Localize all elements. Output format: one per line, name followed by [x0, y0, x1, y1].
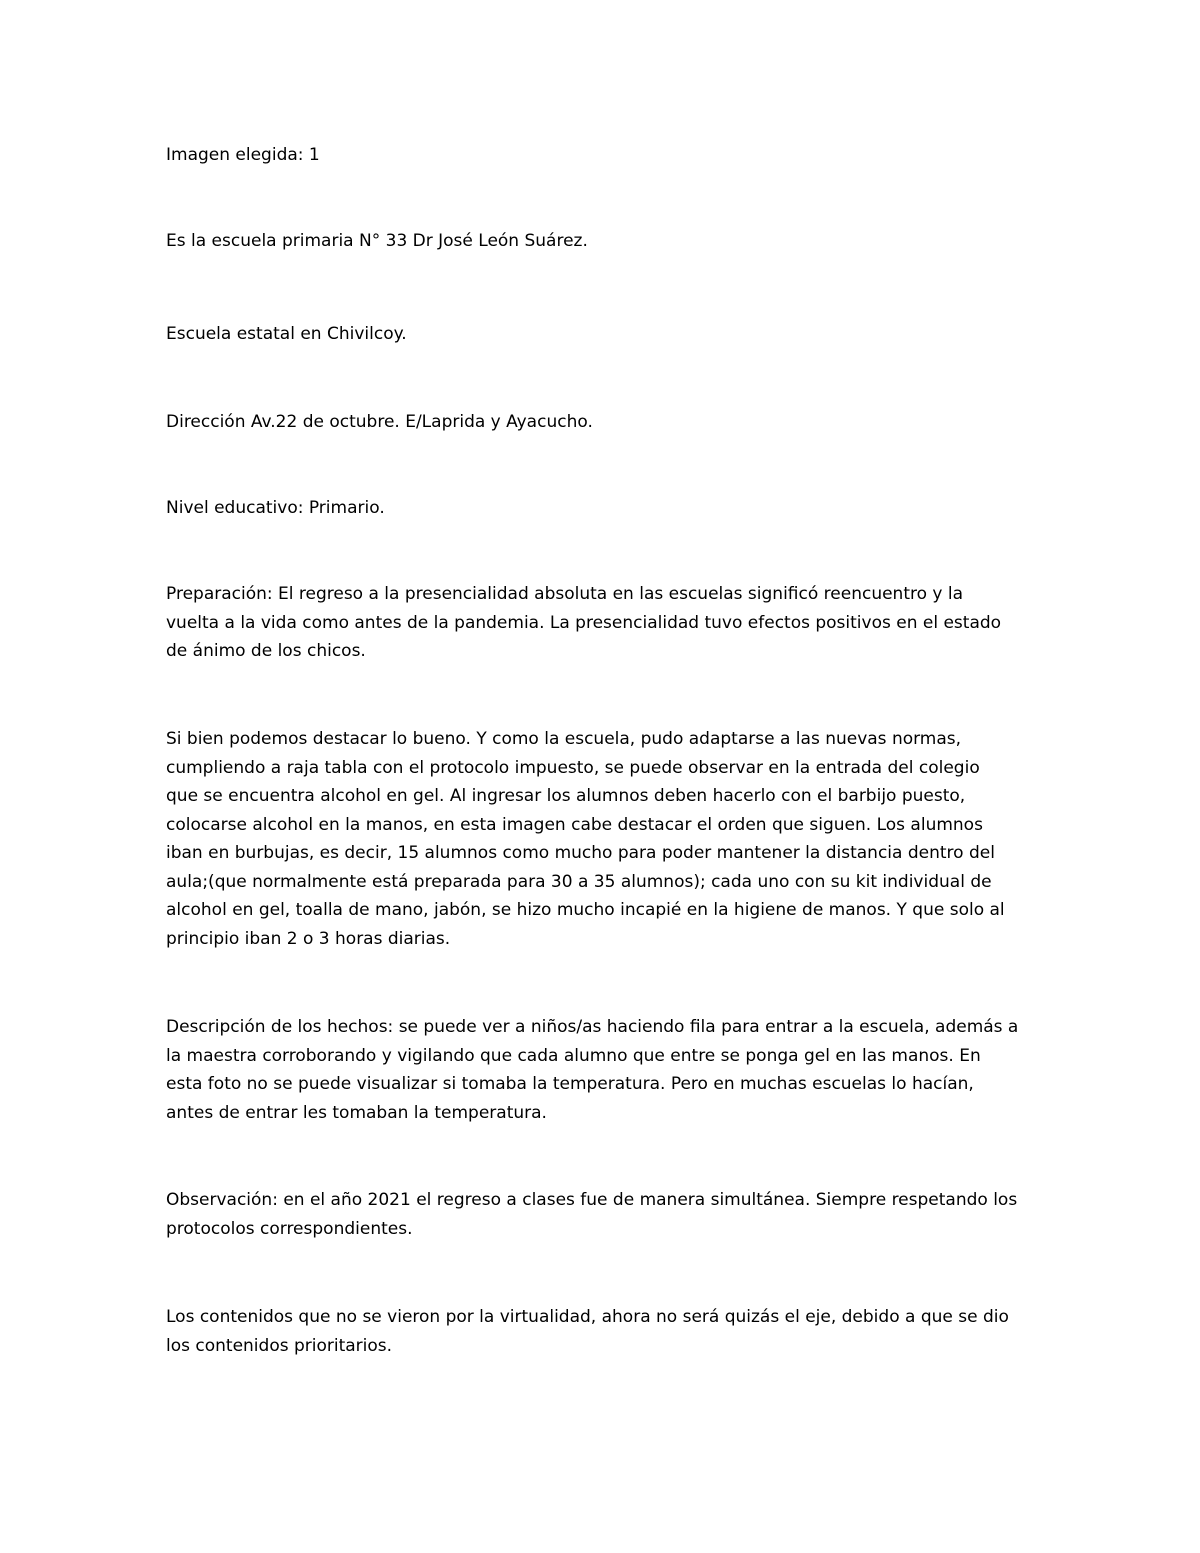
education-level-line: Nivel educativo: Primario.	[166, 498, 385, 518]
address-line: Dirección Av.22 de octubre. E/Laprida y Ayacucho.	[166, 412, 593, 432]
observation-paragraph: Observación: en el año 2021 el regreso a clases fue de manera simultánea. Siempre respetando los protocolos correspondientes.	[166, 1190, 1018, 1239]
contents-paragraph: Los contenidos que no se vieron por la virtualidad, ahora no será quizás el eje, debido a que se dio los contenidos prioritarios.	[166, 1307, 1009, 1356]
school-type-line: Escuela estatal en Chivilcoy.	[166, 324, 407, 344]
protocol-paragraph: Si bien podemos destacar lo bueno. Y como la escuela, pudo adaptarse a las nuevas normas, cumpliendo a raja tabla con el protocolo impuesto, se puede observar en la entrada del colegio que se encuentra alcohol en gel. Al ingresar los alumnos deben hacerlo con el barbijo puesto, colocarse alcohol en la manos, en esta imagen cabe destacar el orden que siguen. Los alumnos iban en burbujas, es decir, 15 alumnos como mucho para poder mantener la distancia dentro del aula;(que normalmente está preparada para 30 a 35 alumnos); cada uno con su kit individual de alcohol en gel, toalla de mano, jabón, se hizo mucho incapié en la higiene de manos. Y que solo al principio iban 2 o 3 horas diarias.	[166, 729, 1005, 949]
chosen-image-line: Imagen elegida: 1	[166, 145, 320, 165]
school-name-line: Es la escuela primaria N° 33 Dr José León Suárez.	[166, 231, 588, 251]
description-paragraph: Descripción de los hechos: se puede ver a niños/as haciendo fila para entrar a la escuela, además a la maestra corroborando y vigilando que cada alumno que entre se ponga gel en las manos. En esta foto no se puede visualizar si tomaba la temperatura. Pero en muchas escuelas lo hacían, antes de entrar les tomaban la temperatura.	[166, 1017, 1019, 1123]
preparation-paragraph: Preparación: El regreso a la presencialidad absoluta en las escuelas significó reencuentro y la vuelta a la vida como antes de la pandemia. La presencialidad tuvo efectos positivos en el estado de ánimo de los chicos.	[166, 584, 1002, 661]
